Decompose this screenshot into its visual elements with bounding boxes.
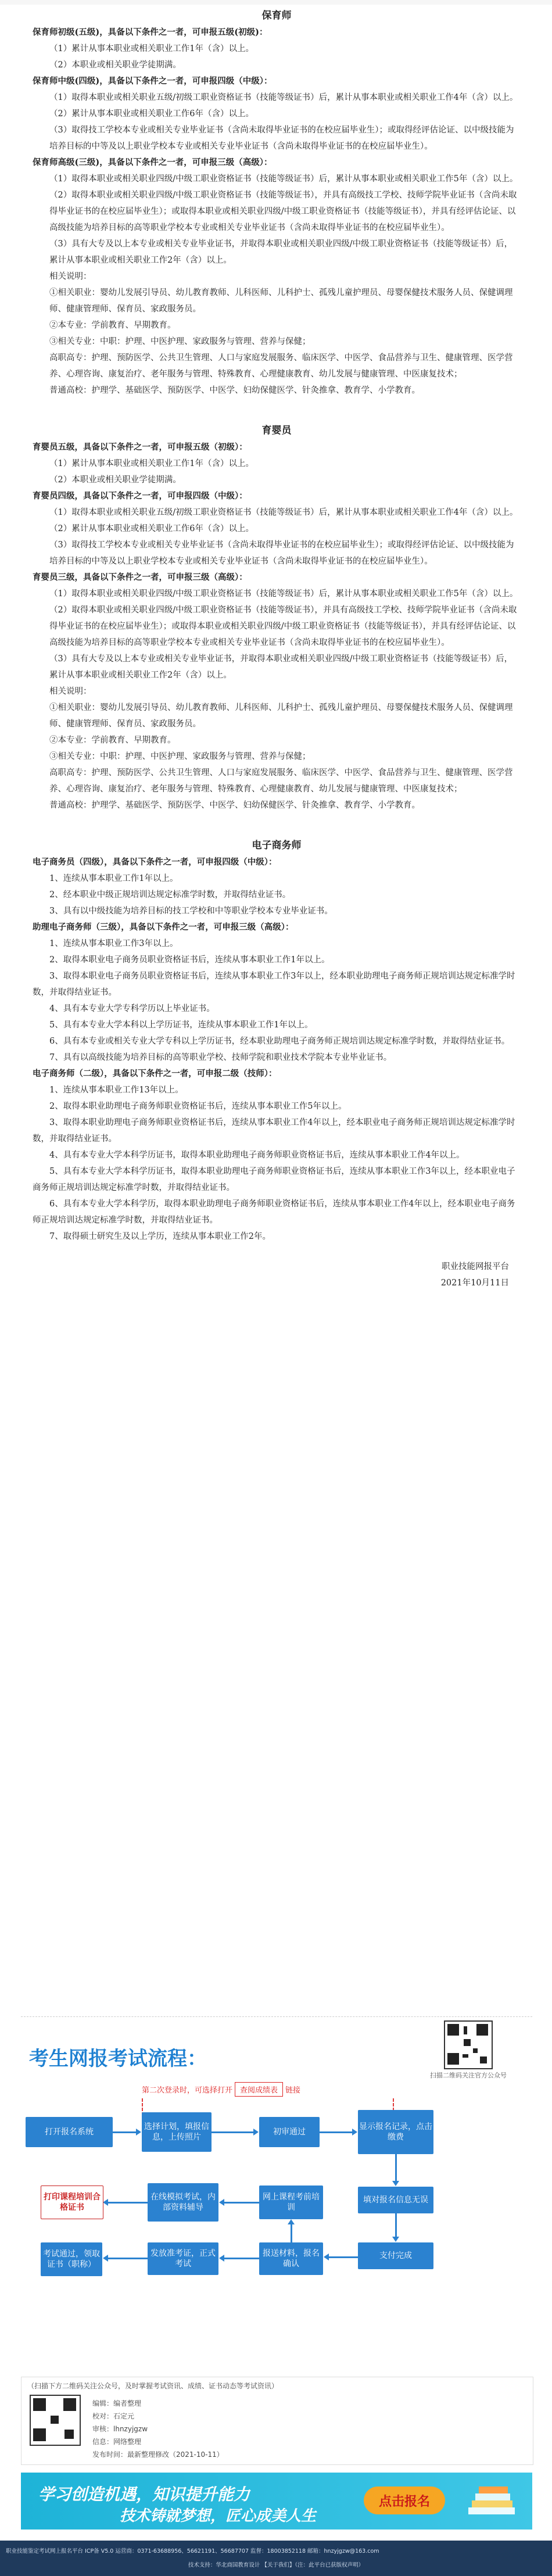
paragraph: ①相关职业：婴幼儿发展引导员、幼儿教育教师、儿科医师、儿科护士、孤残儿童护理员、母婴保健技术服务人员、保健调理师、健康管理师、保育员、家政服务员。 <box>49 703 513 729</box>
arrow-head-icon <box>352 2129 357 2136</box>
paragraph: ③相关专业：中职：护理、中医护理、家政服务与管理、营养与保健； <box>49 337 311 346</box>
signature-org: 职业技能网报平台 <box>442 1262 509 1271</box>
paragraph: 1、连续从事本职业工作13年以上。 <box>49 1085 184 1095</box>
level-heading: 电子商务员（四级），具备以下条件之一者，可申报四级（中级）： <box>33 857 277 867</box>
step-payment-done: 支付完成 <box>358 2242 433 2269</box>
paragraph: 3、具有以中级技能为培养目标的技工学校和中等职业学校本专业毕业证书。 <box>49 907 333 916</box>
paragraph: 5、具有本专业大学本科以上学历证书，连续从事本职业工作1年以上。 <box>49 1020 313 1030</box>
paragraph: 1、连续从事本职业工作1年以上。 <box>49 874 178 883</box>
arrow-head-icon <box>324 2253 329 2260</box>
arrow-head-icon <box>392 2237 399 2242</box>
arrow-head-icon <box>103 2255 108 2262</box>
paragraph: 高职高专：护理、预防医学、公共卫生管理、人口与家庭发展服务、临床医学、中医学、食品营养与卫生、健康管理、医学营养、心理咨询、康复治疗、老年服务与管理、特殊教育、心理健康教育、幼儿发展与健康管理、中医康复技术； <box>49 353 513 379</box>
paragraph: （1）累计从事本职业或相关职业工作1年（含）以上。 <box>49 44 254 53</box>
level-heading: 助理电子商务师（三级），具备以下条件之一者，可申报三级（高级）： <box>33 922 294 932</box>
paragraph: （2）本职业或相关职业学徒期满。 <box>49 475 181 485</box>
paragraph: 4、具有本专业大学本科学历证书，取得本职业助理电子商务师职业资格证书后，连续从事本职业工作4年以上。 <box>49 1151 465 1160</box>
section-title-dianzishangwushi: 电子商务师 <box>252 840 302 851</box>
step-verify-info: 填对报名信息无误 <box>358 2187 433 2213</box>
paragraph: ①相关职业：婴幼儿发展引导员、幼儿教育教师、儿科医师、儿科护士、孤残儿童护理员、母婴保健技术服务人员、保健调理师、健康管理师、保育员、家政服务员。 <box>49 288 513 314</box>
step-online-course[interactable]: 网上课程考前培训 <box>259 2186 323 2219</box>
share-row: 校对：石定元 <box>92 2412 135 2420</box>
site-footer <box>0 2541 552 2576</box>
level-heading: 保育师高级(三级)，具备以下条件之一者，可申报三级（高级）： <box>33 157 273 167</box>
step-get-certificate: 考试通过，领取证书（职称） <box>41 2242 102 2276</box>
paragraph: 普通高校：护理学、基础医学、预防医学、中医学、妇幼保健医学、针灸推拿、教育学、小学教育。 <box>49 386 420 395</box>
flow-arrow <box>395 2213 397 2237</box>
flow-arrow <box>108 2202 148 2204</box>
step-first-review: 初审通过 <box>259 2117 320 2147</box>
arrow-head-icon <box>103 2199 108 2206</box>
registration-flow <box>21 2016 532 2360</box>
flow-arrow <box>329 2256 358 2258</box>
paragraph: （2）累计从事本职业或相关职业工作6年（含）以上。 <box>49 524 254 533</box>
promo-banner[interactable] <box>21 2473 532 2530</box>
share-box <box>21 2377 533 2465</box>
article-body <box>33 0 521 1291</box>
flow-arrow <box>291 2224 292 2242</box>
score-link-button[interactable]: 查阅成绩表 <box>235 2082 283 2097</box>
paragraph: （1）取得本职业或相关职业五级/初级工职业资格证书（技能等级证书）后，累计从事本职业或相关职业工作4年（含）以上。 <box>49 93 518 102</box>
hint-suffix: 链接 <box>285 2086 301 2095</box>
section-title-yuyingyuan: 育婴员 <box>261 425 292 436</box>
section-title-baoyushi: 保育师 <box>261 10 292 22</box>
flow-title: 考生网报考试流程： <box>29 2047 207 2070</box>
paragraph: 高职高专：护理、预防医学、公共卫生管理、人口与家庭发展服务、临床医学、中医学、食品营养与卫生、健康管理、医学营养、心理咨询、康复治疗、老年服务与管理、特殊教育、心理健康教育、幼儿发展与健康管理、中医康复技术； <box>49 768 513 794</box>
arrow-head-icon <box>392 2181 399 2186</box>
share-row: 审核：lhnzyjgzw <box>92 2425 148 2433</box>
paragraph: ②本专业：学前教育、早期教育。 <box>49 736 176 745</box>
flow-arrow <box>212 2131 253 2133</box>
step-submit-materials: 报送材料，报名确认 <box>259 2242 323 2275</box>
paragraph: 7、取得硕士研究生及以上学历，连续从事本职业工作2年。 <box>49 1232 271 1241</box>
share-row: 发布时间：最新整理修改（2021-10-11） <box>92 2450 224 2459</box>
qr-label: 扫描二维码关注官方公众号 <box>430 2072 507 2079</box>
paragraph: 普通高校：护理学、基础医学、预防医学、中医学、妇幼保健医学、针灸推拿、教育学、小学教育。 <box>49 801 420 810</box>
paragraph: （2）本职业或相关职业学徒期满。 <box>49 60 181 70</box>
level-heading: 育婴员四级，具备以下条件之一者，可申报四级（中级）： <box>33 491 248 501</box>
paragraph: 2、取得本职业助理电子商务师职业资格证书后，连续从事本职业工作5年以上。 <box>49 1102 347 1111</box>
section-dianzishangwushi <box>33 854 521 1245</box>
arrow-head-icon <box>219 2199 224 2206</box>
paragraph: 7、具有以高级技能为培养目标的高等职业学校、技师学院和职业技术学院本专业毕业证书。 <box>49 1053 392 1062</box>
paragraph: （1）取得本职业或相关职业五级/初级工职业资格证书（技能等级证书）后，累计从事本职业或相关职业工作4年（含）以上。 <box>49 508 518 517</box>
paragraph: 1、连续从事本职业工作3年以上。 <box>49 939 178 948</box>
paragraph: （1）累计从事本职业或相关职业工作1年（含）以上。 <box>49 459 254 468</box>
register-button[interactable]: 点击报名 <box>364 2487 445 2514</box>
step-admission-ticket: 发放准考证，正式考试 <box>148 2242 218 2275</box>
footer-contact: 职业技能鉴定考试网上报名平台 ICP备 V5.0 运营商：0371-63688956、56621191、56687707 监督：18003852118 邮箱：hnzyjgzw@163.com <box>6 2548 379 2554</box>
paragraph: 6、具有本专业大学本科学历，取得本职业助理电子商务师职业资格证书后，连续从事本职业工作4年以上，经本职业电子商务师正规培训达规定标准学时数，并取得结业证书。 <box>33 1199 515 1225</box>
level-heading: 电子商务师（二级），具备以下条件之一者，可申报二级（技师）： <box>33 1069 277 1079</box>
flow-arrow <box>113 2131 136 2133</box>
paragraph: 相关说明： <box>49 272 92 281</box>
paragraph: 相关说明： <box>49 687 92 696</box>
relogin-hint <box>142 2082 300 2097</box>
banner-line1: 学习创造机遇，知识提升能力 <box>38 2485 250 2504</box>
signature-date: 2021年10月11日 <box>440 1278 509 1288</box>
flow-arrow <box>395 2154 397 2181</box>
paragraph: （3）具有大专及以上本专业或相关专业毕业证书，并取得本职业或相关职业四级/中级工职业资格证书（技能等级证书）后，累计从事本职业或相关职业工作2年（含）以上。 <box>49 239 513 265</box>
step-pay-record[interactable]: 显示报名记录，点击缴费 <box>358 2110 433 2154</box>
banner-line2: 技术铸就梦想，匠心成美人生 <box>120 2507 317 2525</box>
books-icon <box>463 2481 521 2524</box>
section-baoyushi <box>33 24 521 399</box>
paragraph: 6、具有本专业或相关专业大学专科以上学历证书，经本职业助理电子商务师正规培训达规定标准学时数，并取得结业证书。 <box>49 1037 510 1046</box>
paragraph: 3、取得本职业助理电子商务师职业资格证书后，连续从事本职业工作4年以上，经本职业电子商务师正规培训达规定标准学时数，并取得结业证书。 <box>33 1118 515 1144</box>
step-open-system[interactable]: 打开报名系统 <box>26 2117 113 2147</box>
step-mock-exam[interactable]: 在线模拟考试，内部资料辅导 <box>148 2183 218 2222</box>
paragraph: 2、经本职业中级正规培训达规定标准学时数，并取得结业证书。 <box>49 890 291 900</box>
level-heading: 保育师初级(五级)，具备以下条件之一者，可申报五级(初级)： <box>33 27 268 37</box>
paragraph: （3）取得技工学校本专业或相关专业毕业证书（含尚未取得毕业证书的在校应届毕业生）；或取得经评估论证、以中级技能为培养目标的中等及以上职业学校本专业或相关专业毕业证书（含尚未取得毕业证书的在校应届毕业生）。 <box>49 540 514 566</box>
arrow-head-icon <box>253 2129 259 2136</box>
paragraph: （2）累计从事本职业或相关职业工作6年（含）以上。 <box>49 109 254 119</box>
paragraph: （3）具有大专及以上本专业或相关专业毕业证书，并取得本职业或相关职业四级/中级工职业资格证书（技能等级证书）后，累计从事本职业或相关职业工作2年（含）以上。 <box>49 654 513 680</box>
paragraph: 4、具有本专业大学专科学历以上毕业证书。 <box>49 1004 215 1013</box>
paragraph: （2）取得本职业或相关职业四级/中级工职业资格证书（技能等级证书），并具有高级技工学校、技师学院毕业证书（含尚未取得毕业证书的在校应届毕业生）；或取得本职业或相关职业四级/中级工职业资格证书（技能等级证书），并具有经评估论证、以高级技能为培养目标的高等职业学校本专业或相关专业毕业证书（含尚未取得毕业证书的在校应届毕业生）。 <box>49 606 517 647</box>
footer-support: 技术支持：华北商国教育设计 【关于我们】（注：此平台已获版权声明） <box>188 2562 364 2568</box>
share-header: （扫描下方二维码关注公众号，及时掌握考试资讯、成绩、证书动态等考试资讯） <box>27 2382 279 2390</box>
paragraph: 5、具有本专业大学本科学历证书，取得本职业助理电子商务师职业资格证书后，连续从事本职业工作3年以上，经本职业电子商务师正规培训达规定标准学时数，并取得结业证书。 <box>33 1167 515 1192</box>
share-row: 信息：网络整理 <box>92 2438 142 2446</box>
paragraph: 3、取得本职业电子商务员职业资格证书后，连续从事本职业工作3年以上，经本职业助理电子商务师正规培训达规定标准学时数，并取得结业证书。 <box>33 972 515 997</box>
flow-arrow <box>224 2258 259 2259</box>
flow-arrow <box>108 2258 148 2259</box>
step-fill-info[interactable]: 选择计划，填报信息，上传照片 <box>142 2112 212 2152</box>
paragraph: ③相关专业：中职：护理、中医护理、家政服务与管理、营养与保健； <box>49 752 311 761</box>
arrow-head-icon <box>288 2219 295 2224</box>
flow-arrow <box>320 2131 352 2133</box>
arrow-head-icon <box>219 2255 224 2262</box>
paragraph: （1）取得本职业或相关职业四级/中级工职业资格证书（技能等级证书）后，累计从事本职业或相关职业工作5年（含）以上。 <box>49 174 518 184</box>
share-row: 编辑：编者整理 <box>92 2399 142 2407</box>
paragraph: （2）取得本职业或相关职业四级/中级工职业资格证书（技能等级证书），并具有高级技工学校、技师学院毕业证书（含尚未取得毕业证书的在校应届毕业生）；或取得本职业或相关职业四级/中级工职业资格证书（技能等级证书），并具有经评估论证、以高级技能为培养目标的高等职业学校本专业或相关专业毕业证书（含尚未取得毕业证书的在校应届毕业生）。 <box>49 191 517 232</box>
level-heading: 保育师中级(四级)，具备以下条件之一者，可申报四级（中级）： <box>33 76 273 86</box>
level-heading: 育婴员五级，具备以下条件之一者，可申报五级（初级）： <box>33 442 248 452</box>
paragraph: （1）取得本职业或相关职业四级/中级工职业资格证书（技能等级证书）后，累计从事本职业或相关职业工作5年（含）以上。 <box>49 589 518 599</box>
section-yuyingyuan <box>33 439 521 814</box>
step-print-certificate[interactable]: 打印课程培训合格证书 <box>41 2186 103 2219</box>
paragraph: （3）取得技工学校本专业或相关专业毕业证书（含尚未取得毕业证书的在校应届毕业生）；或取得经评估论证、以中级技能为培养目标的中等及以上职业学校本专业或相关专业毕业证书（含尚未取得毕业证书的在校应届毕业生）。 <box>49 126 514 151</box>
paragraph: 2、取得本职业电子商务员职业资格证书后，连续从事本职业工作1年以上。 <box>49 955 330 965</box>
level-heading: 育婴员三级，具备以下条件之一者，可申报三级（高级）： <box>33 572 248 582</box>
share-info <box>92 2397 224 2461</box>
paragraph: ②本专业：学前教育、早期教育。 <box>49 321 176 330</box>
arrow-head-icon <box>136 2129 141 2136</box>
qr-code-icon <box>444 2020 493 2069</box>
flow-arrow <box>224 2202 259 2204</box>
hint-prefix: 第二次登录时，可选择打开 <box>142 2086 233 2095</box>
share-qr-icon <box>30 2395 81 2446</box>
